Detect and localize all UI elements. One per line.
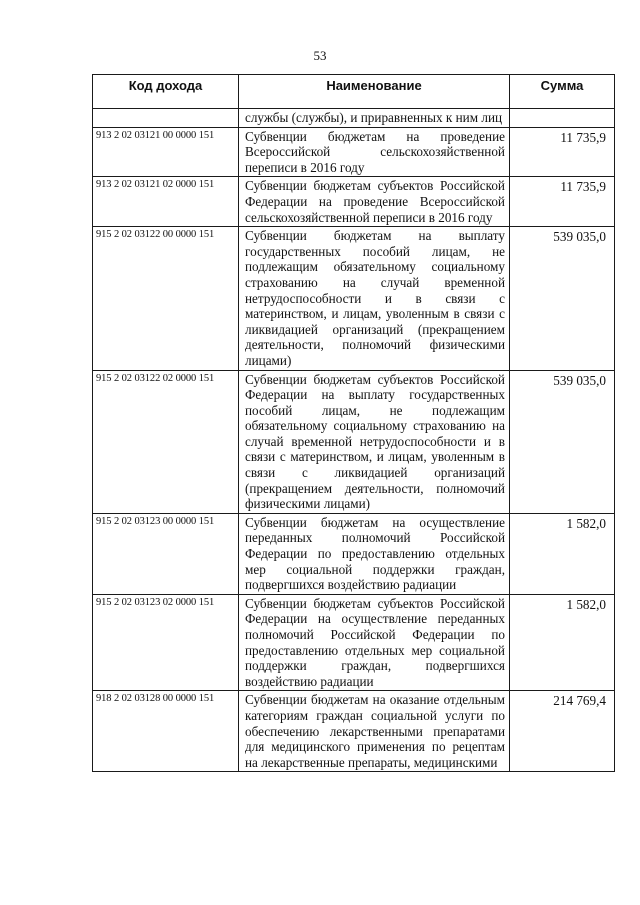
revenue-code-cell: 915 2 02 03123 02 0000 151: [93, 594, 239, 691]
page-number: 53: [313, 48, 327, 63]
table-row: [93, 691, 615, 772]
revenue-sum-cell: 539 035,0: [510, 227, 615, 370]
revenue-code-cell: 915 2 02 03123 00 0000 151: [93, 513, 239, 594]
revenue-sum-cell: 214 769,4: [510, 691, 615, 772]
revenue-sum-cell: 1 582,0: [510, 513, 615, 594]
revenue-name-cell: Субвенции бюджетам субъектов Российской Федерации на проведение Всероссийской сельскохозяйственной переписи в 2016 году: [239, 177, 510, 227]
revenue-code-cell: [93, 109, 239, 128]
revenue-name-cell: Субвенции бюджетам на проведение Всероссийской сельскохозяйственной переписи в 2016 году: [239, 127, 510, 177]
revenue-name-cell: Субвенции бюджетам на осуществление переданных полномочий Российской Федерации по предоставлению отдельных мер социальной поддержки граждан, подвергшихся воздействию радиации: [239, 513, 510, 594]
revenue-name-cell: службы (службы), и приравненных к ним лиц: [239, 109, 510, 128]
revenue-code-cell: 918 2 02 03128 00 0000 151: [93, 691, 239, 772]
revenue-code-cell: 913 2 02 03121 00 0000 151: [93, 127, 239, 177]
page-bottom-margin: [0, 880, 640, 905]
revenue-code-cell: 913 2 02 03121 02 0000 151: [93, 177, 239, 227]
table-row: [93, 227, 615, 370]
revenue-name-cell: Субвенции бюджетам на оказание отдельным категориям граждан социальной услуги по обеспечению лекарственными препаратами для медицинского применения по рецептам на лекарственные препараты, медицинскими: [239, 691, 510, 772]
table-row: [93, 109, 615, 128]
revenue-code-cell: 915 2 02 03122 00 0000 151: [93, 227, 239, 370]
table-row: [93, 513, 615, 594]
header-code: Код дохода: [93, 75, 239, 109]
revenue-table: [92, 74, 615, 772]
revenue-sum-cell: [510, 109, 615, 128]
table-row: [93, 594, 615, 691]
revenue-sum-cell: 1 582,0: [510, 594, 615, 691]
table-row: [93, 370, 615, 513]
revenue-name-cell: Субвенции бюджетам субъектов Российской Федерации на осуществление переданных полномочий Российской Федерации по предоставлению отдельных мер социальной поддержки граждан, подвергшихся воздействию радиации: [239, 594, 510, 691]
table-row: [93, 127, 615, 177]
revenue-code-cell: 915 2 02 03122 02 0000 151: [93, 370, 239, 513]
revenue-sum-cell: 11 735,9: [510, 127, 615, 177]
table-row: [93, 177, 615, 227]
header-name: Наименование: [239, 75, 510, 109]
table-body: [93, 109, 615, 772]
revenue-name-cell: Субвенции бюджетам субъектов Российской Федерации на выплату государственных пособий лицам, не подлежащим обязательному социальному страхованию на случай временной нетрудоспособности и в связи с материнством, и лицам, уволенным в связи с ликвидацией организаций (прекращением деятельности, полномочий физическими лицами): [239, 370, 510, 513]
revenue-name-cell: Субвенции бюджетам на выплату государственных пособий лицам, не подлежащим обязательному социальному страхованию на случай временной нетрудоспособности и в связи с материнством, и лицам, уволенным в связи с ликвидацией организаций (прекращением деятельности, полномочий физическими лицами): [239, 227, 510, 370]
header-sum: Сумма: [510, 75, 615, 109]
table-header-row: [93, 75, 615, 109]
revenue-sum-cell: 11 735,9: [510, 177, 615, 227]
revenue-sum-cell: 539 035,0: [510, 370, 615, 513]
